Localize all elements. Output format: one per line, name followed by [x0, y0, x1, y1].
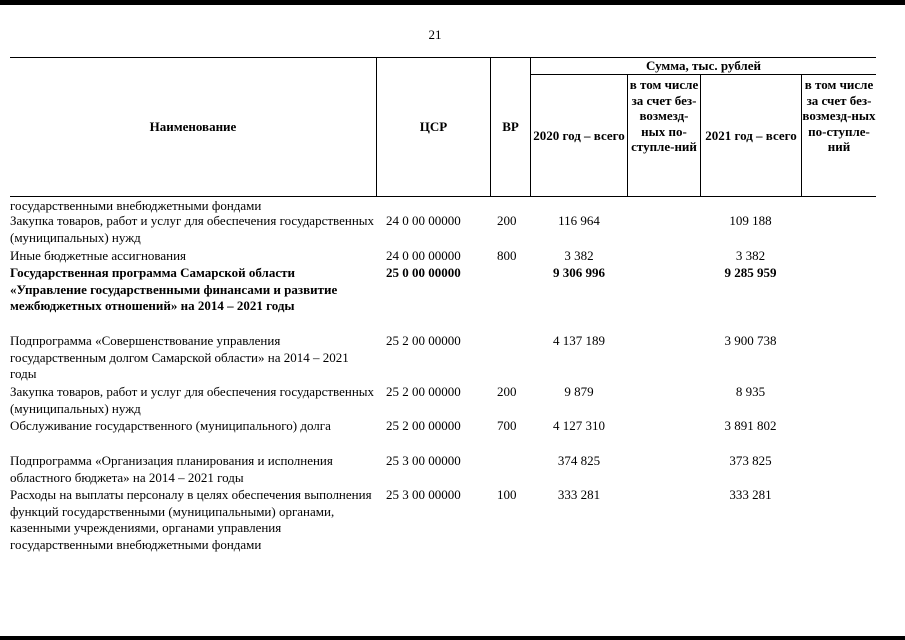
- row-2021-total: 373 825: [729, 453, 772, 468]
- row-csr: 24 0 00 00000: [386, 248, 461, 263]
- col-header-2021-total: 2021 год – всего: [705, 127, 797, 143]
- page-number: 21: [428, 27, 442, 42]
- row-name: Закупка товаров, работ и услуг для обеспечения государственных (муниципальных) нужд: [10, 384, 375, 416]
- row-2020-total: 9 306 996: [553, 265, 605, 280]
- row-2021-total: 3 891 802: [724, 418, 777, 433]
- header-bottom-rule: [10, 196, 876, 197]
- row-csr: 25 3 00 00000: [386, 453, 461, 468]
- row-vr: 700: [497, 418, 517, 433]
- row-vr: 100: [497, 487, 517, 502]
- row-vr: 200: [497, 384, 517, 399]
- col-header-2020-total: 2020 год – всего: [533, 127, 625, 143]
- row-2020-total: 374 825: [557, 453, 601, 468]
- col-header-csr: ЦСР: [419, 119, 448, 135]
- row-2021-total: 9 285 959: [724, 265, 777, 280]
- col-header-sum-group: Сумма, тыс. рублей: [646, 58, 761, 74]
- row-name: государственными внебюджетными фондами: [10, 198, 262, 213]
- row-2021-total: 333 281: [729, 487, 772, 502]
- row-csr: 25 2 00 00000: [386, 418, 461, 433]
- row-name: Подпрограмма «Совершенствование управления государственным долгом Самарской области» на 2014 – 2021 годы: [10, 333, 349, 381]
- col-header-vr: ВР: [502, 119, 519, 135]
- row-name: Расходы на выплаты персоналу в целях обеспечения выполнения функций государственными (муниципальными) органами, казенными учреждениями, органами управления государственными внебюджетными фондами: [10, 487, 372, 552]
- row-csr: 25 3 00 00000: [386, 487, 461, 502]
- scan-bottom-border: [0, 636, 905, 640]
- col-header-2021-grants: в том числе за счет без-возмезд-ных по-ступле-ний: [802, 77, 876, 154]
- row-vr: 200: [497, 213, 517, 228]
- row-2021-total: 8 935: [735, 384, 766, 399]
- row-name: Обслуживание государственного (муниципального) долга: [10, 418, 331, 433]
- row-name: Государственная программа Самарской области «Управление государственными финансами и развитие межбюджетных отношений» на 2014 – 2021 годы: [10, 265, 338, 313]
- row-name: Подпрограмма «Организация планирования и исполнения областного бюджета» на 2014 – 2021 годы: [10, 453, 333, 485]
- row-name: Иные бюджетные ассигнования: [10, 248, 187, 263]
- row-2020-total: 3 382: [564, 248, 594, 263]
- row-2021-total: 3 900 738: [724, 333, 777, 348]
- row-2020-total: 4 137 189: [553, 333, 605, 348]
- row-csr: 25 2 00 00000: [386, 384, 461, 399]
- row-2021-total: 109 188: [729, 213, 772, 228]
- row-csr: 24 0 00 00000: [386, 213, 461, 228]
- row-2020-total: 9 879: [564, 384, 594, 399]
- row-2020-total: 4 127 310: [553, 418, 605, 433]
- row-name: Закупка товаров, работ и услуг для обеспечения государственных (муниципальных) нужд: [10, 213, 375, 245]
- row-vr: 800: [497, 248, 517, 263]
- row-csr: 25 0 00 00000: [386, 265, 461, 280]
- col-header-2020-grants: в том числе за счет без-возмезд-ных по-ступле-ний: [629, 77, 699, 154]
- row-csr: 25 2 00 00000: [386, 333, 461, 348]
- scan-top-border: [0, 0, 905, 5]
- col-header-name: Наименование: [149, 119, 237, 135]
- row-2020-total: 333 281: [557, 487, 601, 502]
- row-2020-total: 116 964: [558, 213, 600, 228]
- row-2021-total: 3 382: [735, 248, 766, 263]
